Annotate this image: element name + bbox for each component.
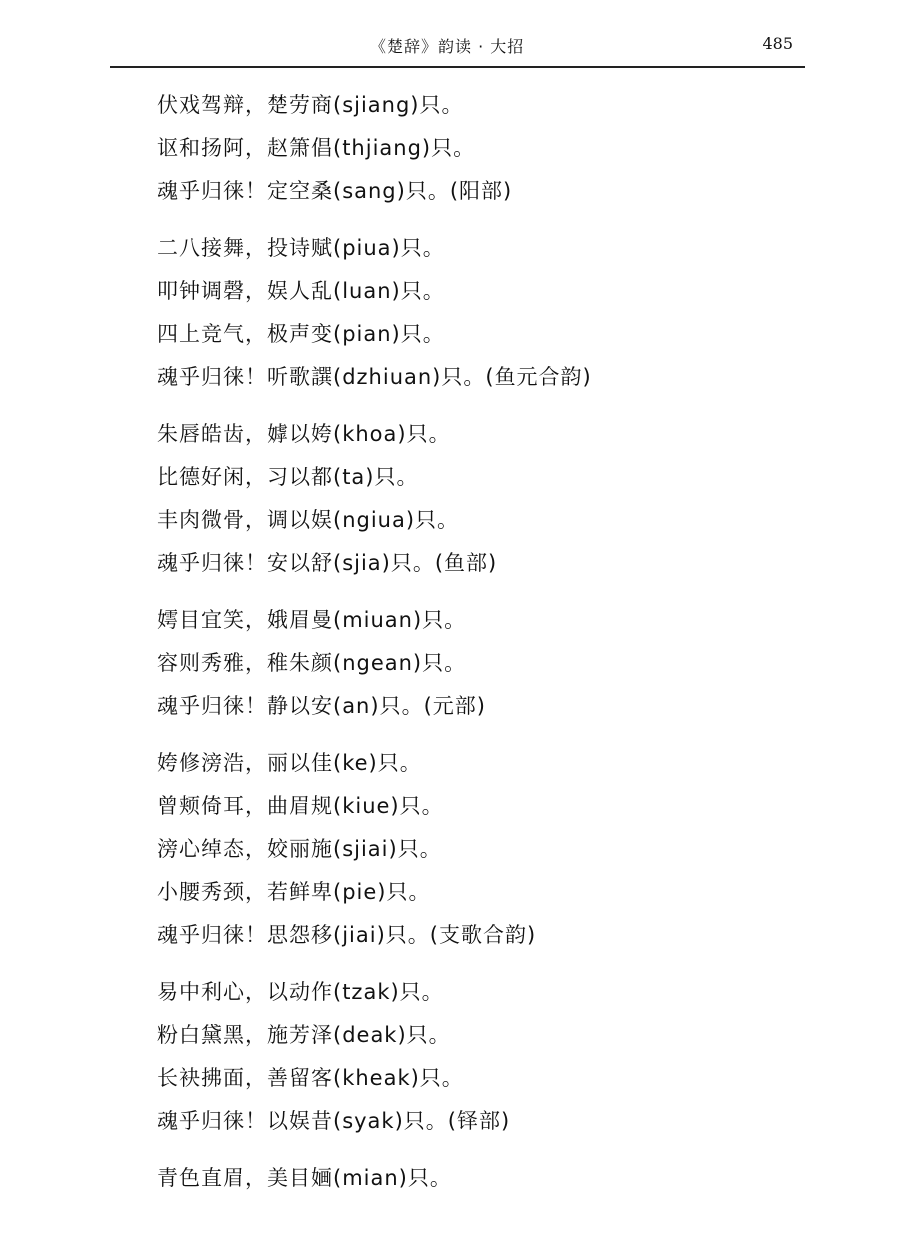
verse-line: 容则秀雅，稚朱颜(ngean)只。: [157, 651, 467, 675]
verse-line: 讴和扬阿，赵箫倡(thjiang)只。: [157, 136, 476, 160]
verse-line: 魂乎归徕！静以安(an)只。(元部): [157, 694, 486, 718]
poem-body: [157, 84, 797, 1214]
verse-line: 魂乎归徕！听歌譔(dzhiuan)只。(鱼元合韵): [157, 365, 592, 389]
verse-line: 魂乎归徕！思怨移(jiai)只。(支歌合韵): [157, 923, 537, 947]
verse-line: 青色直眉，美目婳(mian)只。: [157, 1166, 452, 1190]
verse-line: 魂乎归徕！安以舒(sjia)只。(鱼部): [157, 551, 498, 575]
stanza-3: [157, 413, 797, 585]
verse-line: 魂乎归徕！以娱昔(syak)只。(铎部): [157, 1109, 511, 1133]
verse-line: 易中利心，以动作(tzak)只。: [157, 980, 444, 1004]
verse-line: 粉白黛黑，施芳泽(deak)只。: [157, 1023, 451, 1047]
verse-line: 朱唇皓齿，嫭以姱(khoa)只。: [157, 422, 451, 446]
verse-line: 四上竞气，极声变(pian)只。: [157, 322, 445, 346]
stanza-6: [157, 971, 797, 1143]
verse-line: 叩钟调磬，娱人乱(luan)只。: [157, 279, 445, 303]
running-title: 《楚辞》韵读 · 大招: [370, 37, 525, 56]
verse-line: 嫮目宜笑，娥眉曼(miuan)只。: [157, 608, 467, 632]
verse-line: 小腰秀颈，若鲜卑(pie)只。: [157, 880, 431, 904]
verse-line: 曾颊倚耳，曲眉规(kiue)只。: [157, 794, 444, 818]
stanza-2: [157, 227, 797, 399]
stanza-7: [157, 1157, 797, 1200]
verse-line: 丰肉微骨，调以娱(ngiua)只。: [157, 508, 460, 532]
verse-line: 二八接舞，投诗赋(piua)只。: [157, 236, 445, 260]
stanza-5: [157, 742, 797, 957]
verse-line: 比德好闲，习以都(ta)只。: [157, 465, 419, 489]
verse-line: 魂乎归徕！定空桑(sang)只。(阳部): [157, 179, 513, 203]
stanza-1: [157, 84, 797, 213]
verse-line: 姱修滂浩，丽以佳(ke)只。: [157, 751, 422, 775]
verse-line: 滂心绰态，姣丽施(sjiai)只。: [157, 837, 442, 861]
page-header: [110, 30, 805, 68]
stanza-4: [157, 599, 797, 728]
page-number: 485: [762, 34, 793, 53]
verse-line: 伏戏驾辩，楚劳商(sjiang)只。: [157, 93, 464, 117]
verse-line: 长袂拂面，善留客(kheak)只。: [157, 1066, 464, 1090]
